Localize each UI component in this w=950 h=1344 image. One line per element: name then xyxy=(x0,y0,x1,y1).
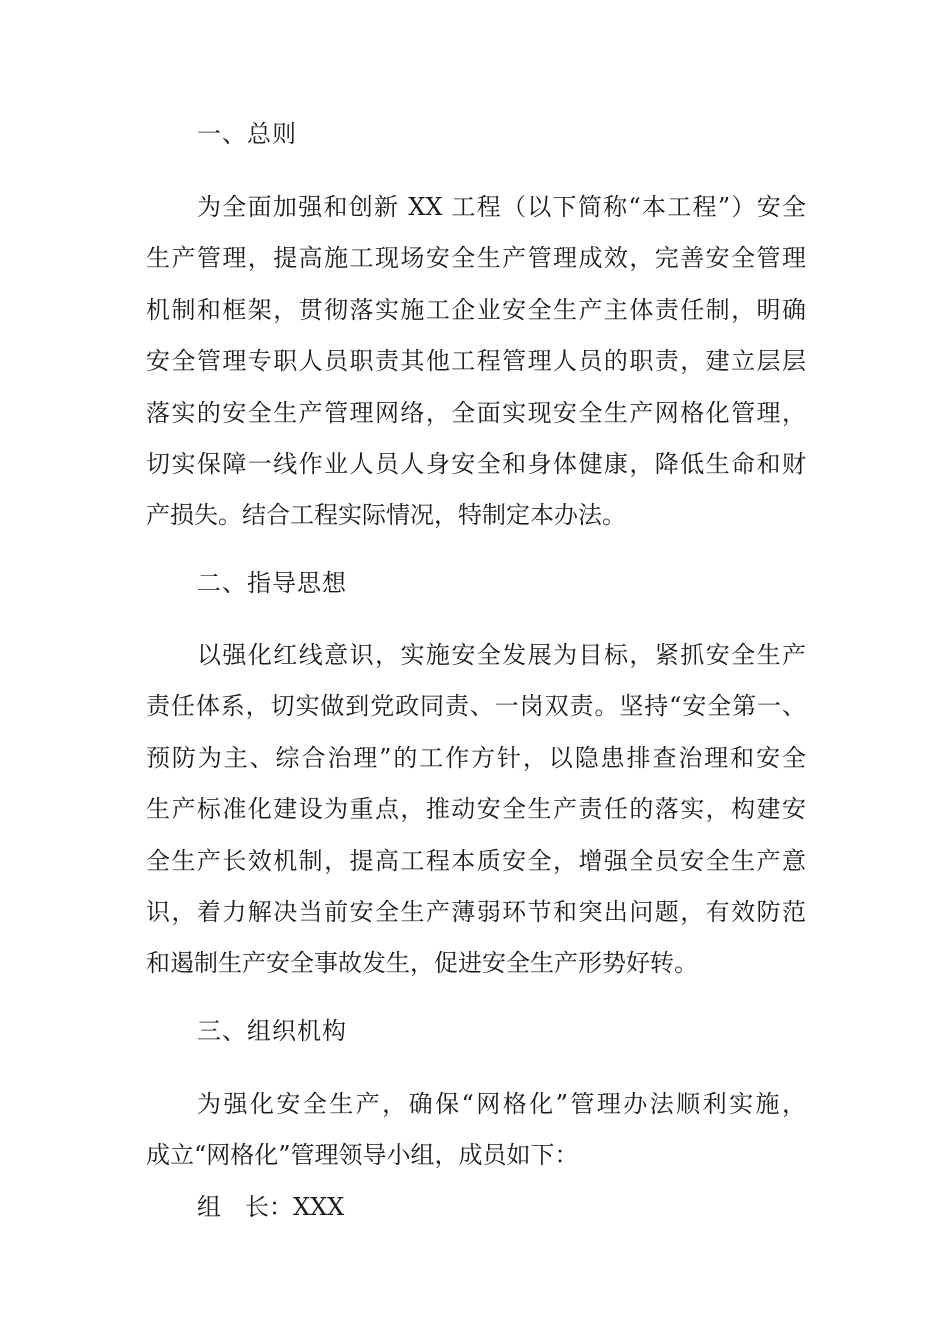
paragraph-line: 成立“网格化”管理领导小组，成员如下： xyxy=(146,1141,579,1169)
paragraph-line: 以强化红线意识，实施安全发展为目标，紧抓安全生产 xyxy=(197,641,806,669)
paragraph-line: 落实的安全生产管理网络，全面实现安全生产网格化管理， xyxy=(146,399,806,427)
paragraph-line: 为全面加强和创新 XX 工程（以下简称“本工程”）安全 xyxy=(197,193,806,221)
paragraph-line: 识，着力解决当前安全生产薄弱环节和突出问题，有效防范 xyxy=(146,898,806,926)
paragraph-line: 和遏制生产安全事故发生，促进安全生产形势好转。 xyxy=(146,949,698,977)
section-heading-organization: 三、组织机构 xyxy=(197,1017,347,1045)
paragraph-line: 安全管理专职人员职责其他工程管理人员的职责，建立层层 xyxy=(146,347,806,375)
paragraph-line: 机制和框架，贯彻落实施工企业安全生产主体责任制，明确 xyxy=(146,296,806,324)
paragraph-line: 为强化安全生产，确保“网格化”管理办法顺利实施， xyxy=(197,1090,806,1118)
paragraph-line: 切实保障一线作业人员人身安全和身体健康，降低生命和财 xyxy=(146,450,806,478)
paragraph-line: 预防为主、综合治理”的工作方针，以隐患排查治理和安全 xyxy=(146,744,806,772)
paragraph-line: 生产管理，提高施工现场安全生产管理成效，完善安全管理 xyxy=(146,244,806,272)
section-heading-guiding-thought: 二、指导思想 xyxy=(197,569,347,597)
group-leader-line: 组 长：XXX xyxy=(197,1193,345,1221)
paragraph-line: 生产标准化建设为重点，推动安全生产责任的落实，构建安 xyxy=(146,795,806,823)
paragraph-line: 全生产长效机制，提高工程本质安全，增强全员安全生产意 xyxy=(146,847,806,875)
section-heading-general: 一、总则 xyxy=(197,120,297,148)
paragraph-line: 产损失。结合工程实际情况，特制定本办法。 xyxy=(146,501,626,529)
paragraph-line: 责任体系，切实做到党政同责、一岗双责。坚持“安全第一、 xyxy=(146,692,806,720)
